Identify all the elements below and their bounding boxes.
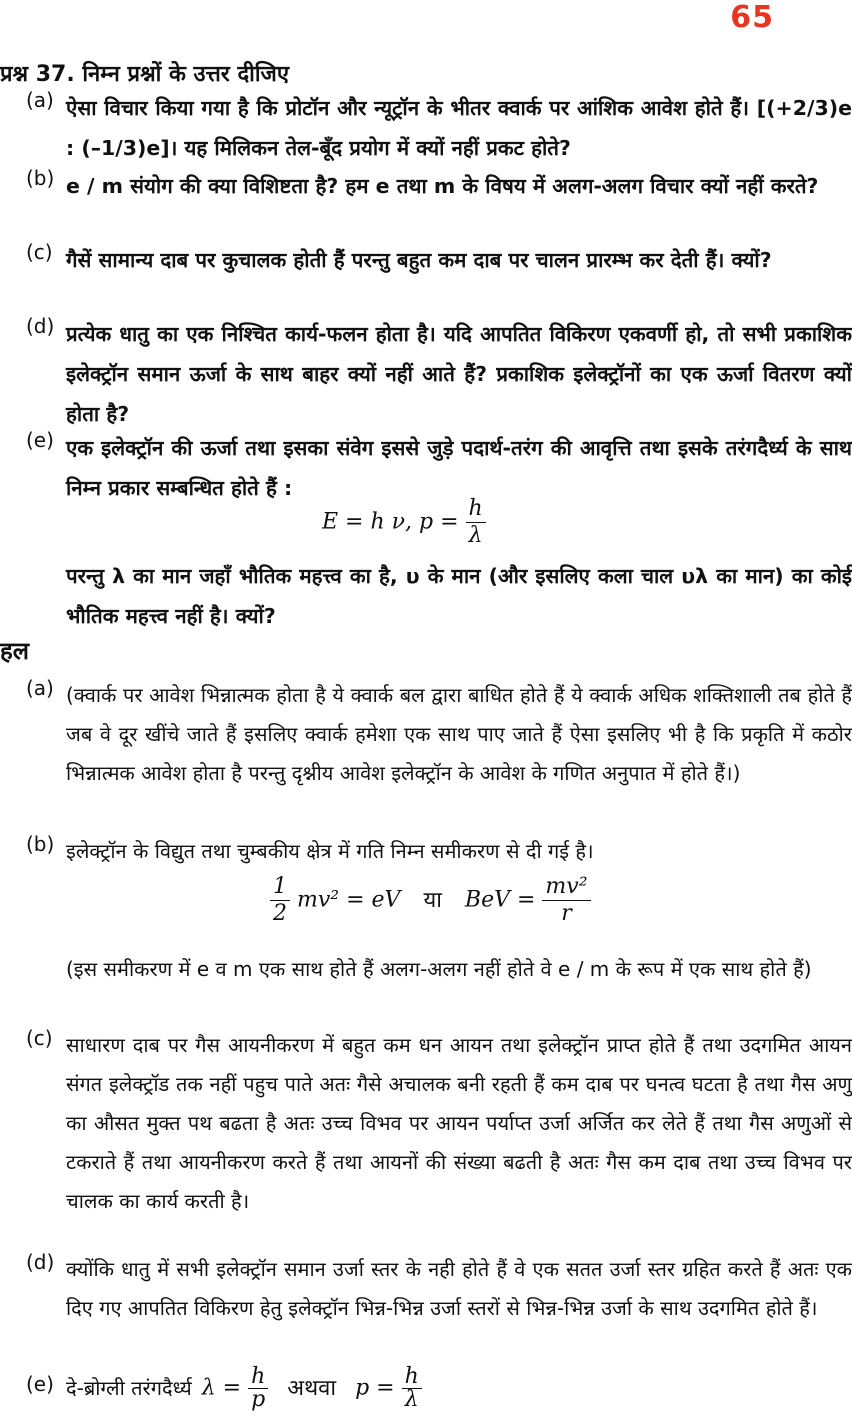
question-part-text: प्रत्येक धातु का एक निश्चित कार्य-फलन होता है। यदि आपतित विकिरण एकवर्णी हो, तो सभी प्रकाशिक इलेक्ट्रॉन समान ऊर्जा के साथ बाहर क्यों नहीं आते हैं? प्रकाशिक इलेक्ट्रॉनों का एक ऊर्जा वितरण क्यों होता है?	[66, 322, 852, 426]
solution-part-text: (इस समीकरण में e व m एक साथ होते हैं अलग-अलग नहीं होते वे e / m के रूप में एक साथ होते हैं)	[66, 957, 812, 981]
momentum-term: p =	[355, 1375, 395, 1401]
question-part-label: (b)	[26, 166, 55, 190]
question-part-c	[26, 240, 852, 280]
solution-part-b	[26, 832, 852, 871]
kinetic-energy-term: mv² = eV	[297, 887, 401, 913]
motion-formula	[270, 874, 591, 927]
magnetic-force-term: BeV =	[464, 887, 536, 913]
solution-part-label: (c)	[26, 1026, 53, 1050]
solution-part-a	[26, 676, 852, 793]
question-part-text: e / m संयोग की क्या विशिष्टता है? हम e तथा m के विषय में अलग-अलग विचार क्यों नहीं करते?	[66, 174, 819, 198]
solution-part-text: दे-ब्रोग्ली तरंगदैर्ध्य	[66, 1376, 192, 1400]
page-number: 65	[730, 0, 774, 35]
question-part-text: एक इलेक्ट्रॉन की ऊर्जा तथा इसका संवेग इससे जुड़े पदार्थ-तरंग की आवृत्ति तथा इसके तरंगदैर्ध्य के साथ निम्न प्रकार सम्बन्धित होते हैं :	[66, 436, 852, 500]
fraction-numerator: mv²	[542, 874, 590, 901]
formula-connector: अथवा	[287, 1375, 337, 1401]
formula-fraction	[402, 1366, 422, 1411]
solution-part-b-continued	[26, 950, 852, 989]
solution-part-label: (b)	[26, 832, 55, 856]
solution-part-e	[26, 1366, 852, 1411]
fraction-denominator: λ	[404, 1387, 419, 1412]
formula-fraction	[466, 496, 486, 549]
solution-part-text: क्योंकि धातु में सभी इलेक्ट्रॉन समान उर्जा स्तर के नही होते हैं वे एक सतत उर्जा स्तर ग्रहित करते हैं अतः एक दिए गए आपतित विकिरण हेतु इलेक्ट्रॉन भिन्न-भिन्न उर्जा स्तरों से भिन्न-भिन्न उर्जा के साथ उदगमित होते हैं।	[66, 1257, 852, 1320]
solution-part-text: इलेक्ट्रॉन के विद्युत तथा चुम्बकीय क्षेत्र में गति निम्न समीकरण से दी गई है।	[66, 839, 594, 863]
question-part-label: (a)	[26, 88, 54, 112]
de-broglie-formula	[202, 1366, 422, 1411]
question-part-label: (e)	[26, 428, 54, 452]
fraction-denominator: r	[561, 901, 572, 926]
solution-part-text-row	[66, 1366, 852, 1411]
wavelength-term: λ =	[201, 1375, 242, 1401]
question-part-a	[26, 88, 852, 168]
question-part-e-continued	[26, 556, 852, 636]
formula-fraction	[542, 874, 590, 927]
energy-momentum-formula	[322, 496, 486, 549]
question-title: प्रश्न 37. निम्न प्रश्नों के उत्तर दीजिए	[0, 62, 290, 87]
solution-part-label: (a)	[26, 676, 54, 700]
fraction-numerator: 1	[270, 874, 290, 901]
solution-part-label: (d)	[26, 1250, 55, 1274]
fraction-numerator: h	[248, 1366, 268, 1389]
fraction-denominator: 2	[273, 901, 287, 926]
fraction-numerator: h	[402, 1366, 422, 1389]
solution-part-d	[26, 1250, 852, 1328]
question-part-text: गैसें सामान्य दाब पर कुचालक होती हैं परन्तु बहुत कम दाब पर चालन प्रारम्भ कर देती हैं। क्यों?	[66, 248, 772, 272]
question-part-text: ऐसा विचार किया गया है कि प्रोटॉन और न्यूट्रॉन के भीतर क्वार्क पर आंशिक आवेश होते हैं। [(+2/3)e : (–1/3)e]। यह मिलिकन तेल-बूँद प्रयोग में क्यों नहीं प्रकट होते?	[66, 96, 852, 160]
question-part-text: परन्तु λ का मान जहाँ भौतिक महत्त्व का है, υ के मान (और इसलिए कला चाल υλ का मान) का कोई भौतिक महत्त्व नहीं है। क्यों?	[66, 564, 852, 628]
fraction-denominator: λ	[468, 523, 483, 548]
solution-part-label: (e)	[26, 1372, 54, 1396]
solution-title: हल	[0, 637, 30, 665]
solution-part-c	[26, 1026, 852, 1221]
question-part-label: (d)	[26, 314, 55, 338]
formula-fraction	[270, 874, 290, 927]
formula-fraction	[248, 1366, 268, 1411]
fraction-numerator: h	[466, 496, 486, 523]
solution-part-text: साधारण दाब पर गैस आयनीकरण में बहुत कम धन आयन तथा इलेक्ट्रॉन प्राप्त होते हैं तथा उदगमित आयन संगत इलेक्ट्रॉड तक नहीं पहुच पाते अतः गैसे अचालक बनी रहती हैं कम दाब पर घनत्व घटता है तथा गैस अणु का औसत मुक्त पथ बढता है अतः उच्च विभव पर आयन पर्याप्त उर्जा अर्जित कर लेते हैं तथा गैस अणुओं से टकराते हैं तथा आयनीकरण करते हैं तथा आयनों की संख्या बढती है अतः गैस कम दाब तथा उच्च विभव पर चालक का कार्य करती है।	[66, 1033, 852, 1213]
formula-left: E = h ν, p =	[322, 509, 459, 535]
formula-connector: या	[423, 887, 442, 913]
question-part-b	[26, 166, 852, 206]
solution-part-text: (क्वार्क पर आवेश भिन्नात्मक होता है ये क्वार्क बल द्वारा बाधित होते हैं ये क्वार्क अधिक शक्तिशाली तब होते हैं जब वे दूर खींचे जाते हैं इसलिए क्वार्क हमेशा एक साथ पाए जाते हैं ऐसा इसलिए भी है कि प्रकृति में कठोर भिन्नात्मक आवेश होता है परन्तु दृश्नीय आवेश इलेक्ट्रॉन के आवेश के गणित अनुपात में होते हैं।)	[66, 683, 852, 785]
question-part-d	[26, 314, 852, 434]
question-part-label: (c)	[26, 240, 53, 264]
fraction-denominator: p	[251, 1387, 266, 1412]
